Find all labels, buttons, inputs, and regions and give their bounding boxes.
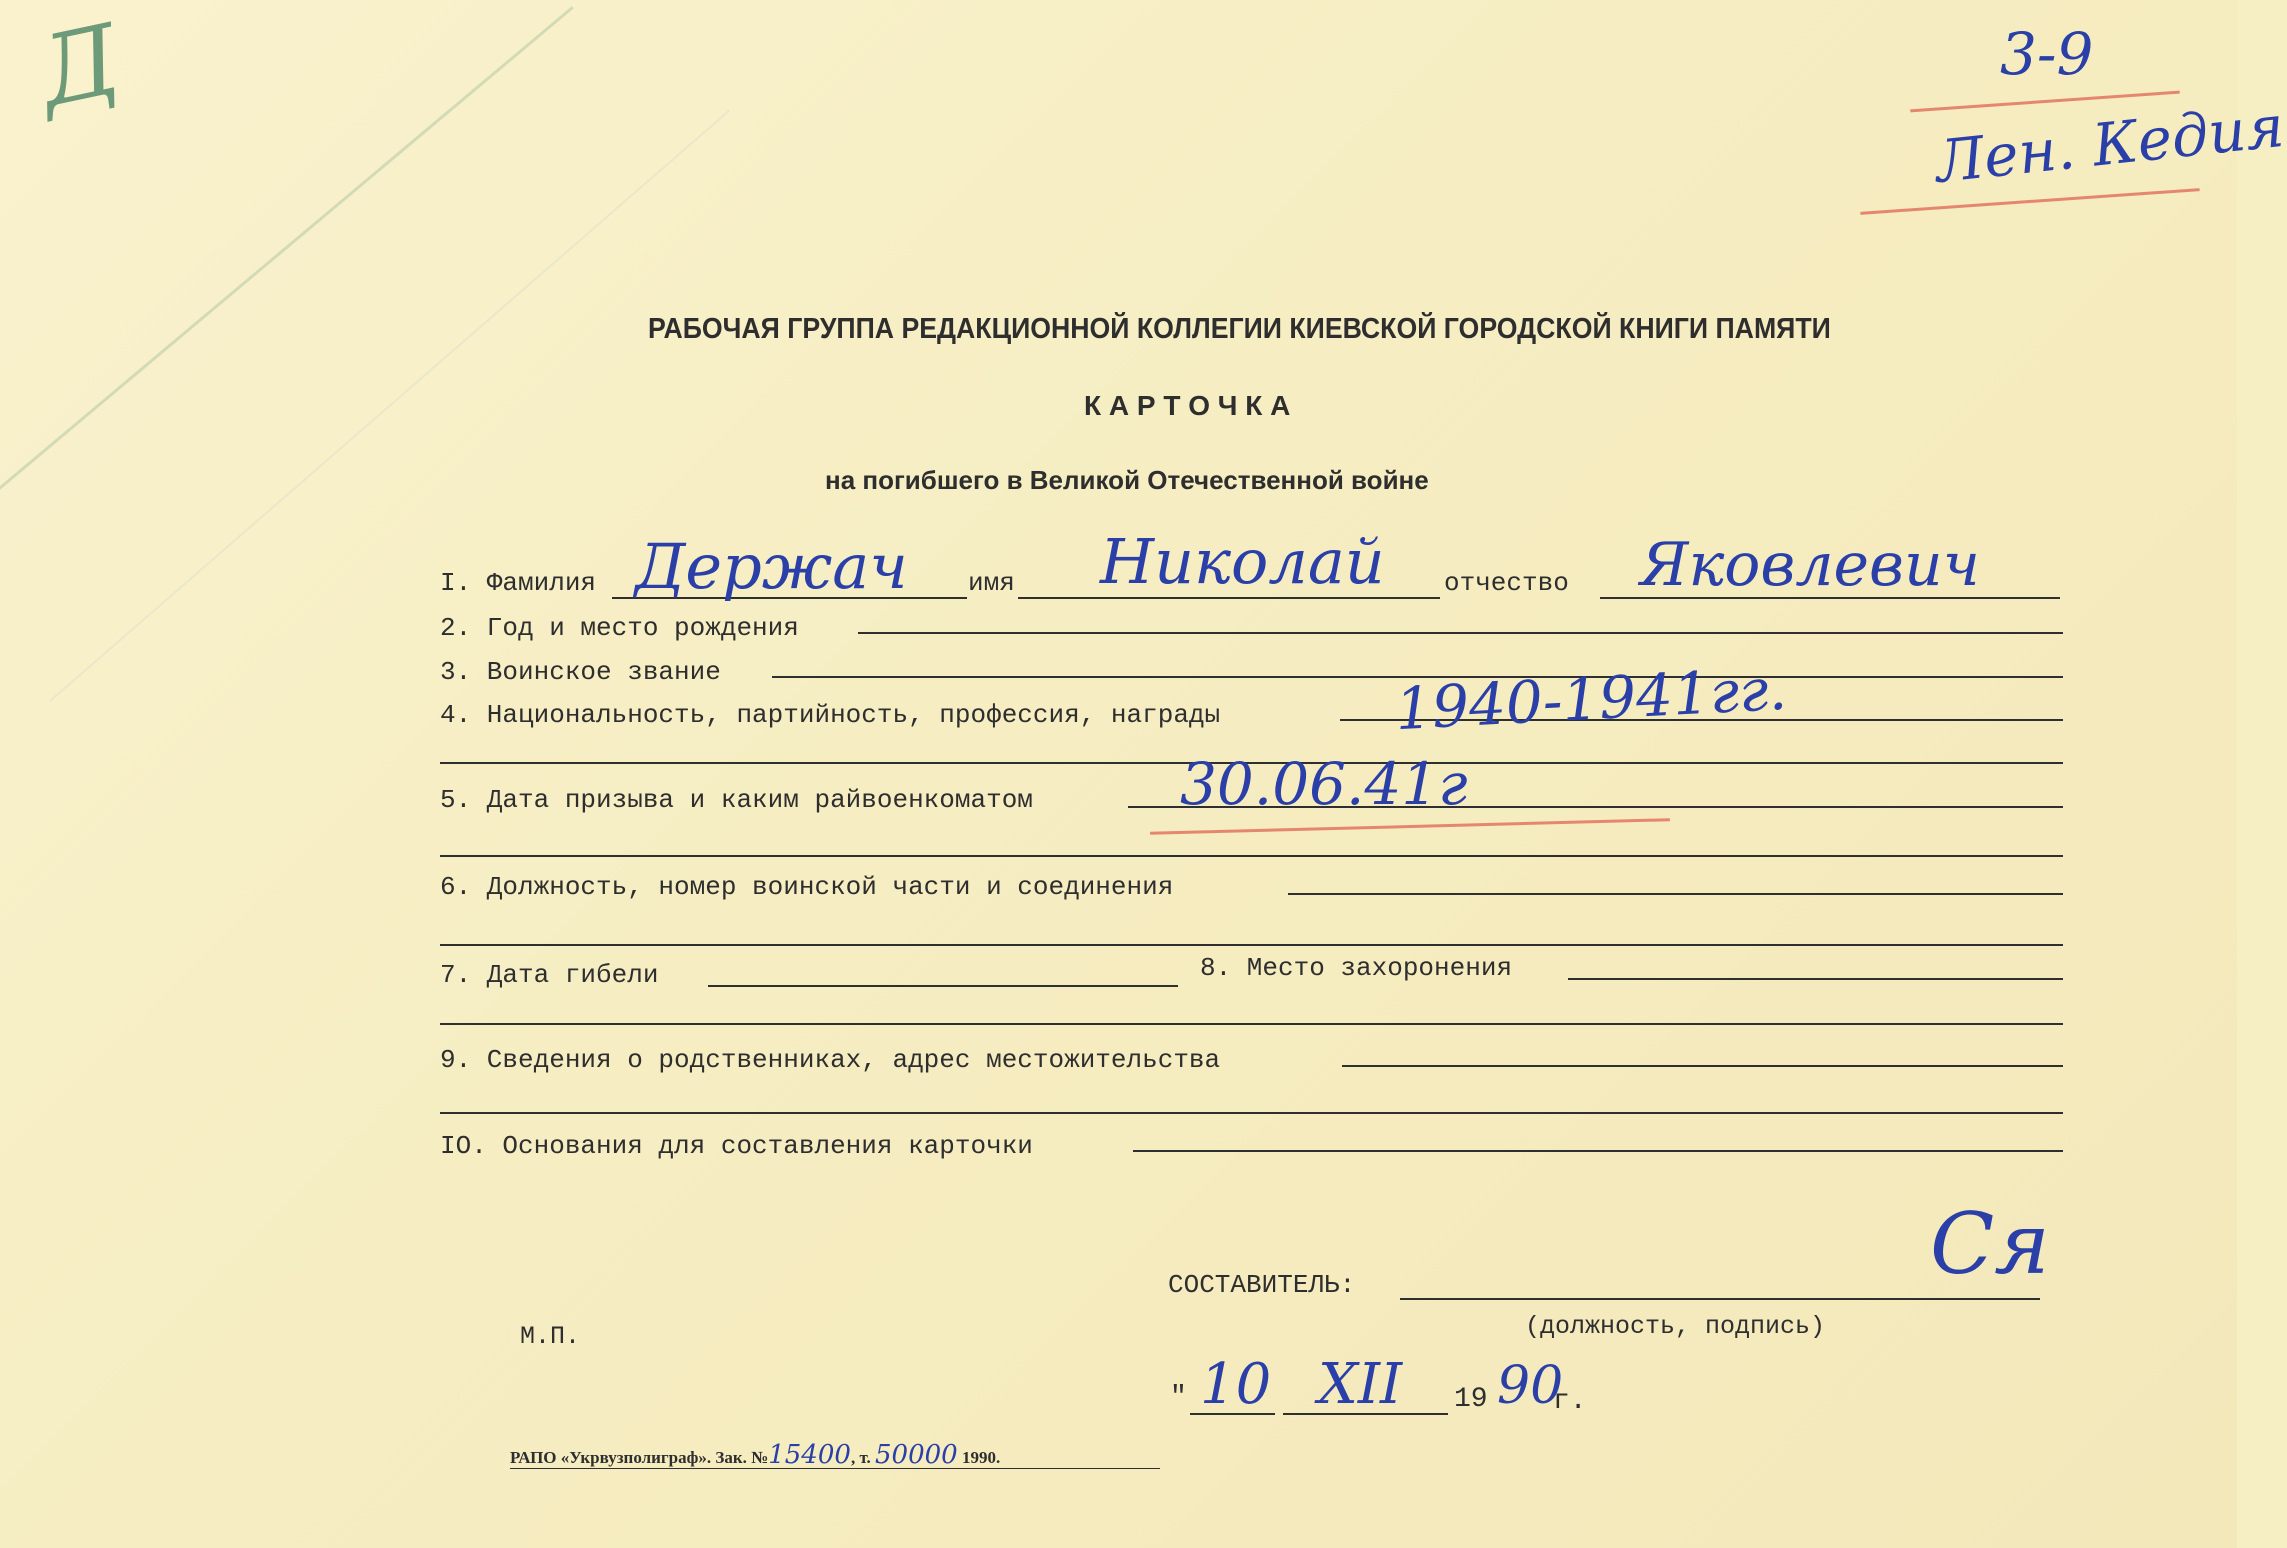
- field-position-line: [1288, 893, 2063, 895]
- field-position-label: 6. Должность, номер воинской части и соединения: [440, 872, 1174, 902]
- field-birth-label: 2. Год и место рождения: [440, 613, 799, 643]
- field-patronymic-label: отчество: [1444, 568, 1569, 598]
- card-subtitle: на погибшего в Великой Отечественной войне: [825, 465, 1429, 495]
- field-name-value: Николай: [1100, 525, 1385, 598]
- corner-mark-text: Лен. Кедия: [1932, 91, 2287, 197]
- compiler-signature: Ся: [1930, 1195, 2050, 1293]
- field-position-line-2: [440, 944, 2063, 946]
- field-relatives-line-2: [440, 1112, 2063, 1114]
- printer-tirage: 50000: [875, 1440, 958, 1470]
- field-nationality-label: 4. Национальность, партийность, профессия, награды: [440, 700, 1221, 730]
- printer-footer: [510, 1440, 1000, 1470]
- date-year-suffix: 90: [1497, 1356, 1564, 1416]
- field-conscription-line-2: [440, 855, 2063, 857]
- date-suffix: г.: [1553, 1386, 1587, 1417]
- field-surname-label: I. Фамилия: [440, 568, 597, 598]
- printer-tirage-label: , т.: [850, 1448, 871, 1467]
- org-heading: РАБОЧАЯ ГРУППА РЕДАКЦИОННОЙ КОЛЛЕГИИ КИЕВСКОЙ ГОРОДСКОЙ КНИГИ ПАМЯТИ: [648, 313, 1831, 345]
- field-relatives-line: [1342, 1065, 2063, 1067]
- card-title: К А Р Т О Ч К А: [1084, 390, 1291, 421]
- field-birth-line: [858, 632, 2063, 634]
- corner-mark-top-left: Д: [29, 3, 129, 129]
- corner-underline-2: [1860, 188, 2199, 215]
- conscription-red-underline: [1150, 818, 1670, 835]
- field-death-date-label: 7. Дата гибели: [440, 960, 659, 990]
- field-nationality-value: 1940-1941гг.: [1393, 654, 1789, 744]
- field-burial-label: 8. Место захоронения: [1200, 953, 1513, 983]
- field-basis-label: IO. Основания для составления карточки: [440, 1131, 1033, 1161]
- date-open-quote: ": [1170, 1382, 1187, 1413]
- printer-name: РАПО «Укрвузполиграф». Зак. №: [510, 1448, 769, 1467]
- footer-rule: [510, 1468, 1160, 1469]
- field-death-date-line: [708, 985, 1178, 987]
- field-relatives-label: 9. Сведения о родственниках, адрес местожительства: [440, 1045, 1221, 1075]
- field-name-label: имя: [968, 568, 1015, 598]
- date-day-value: 10: [1200, 1352, 1272, 1417]
- field-rank-label: 3. Воинское звание: [440, 657, 721, 687]
- field-conscription-label: 5. Дата призыва и каким райвоенкоматом: [440, 785, 1033, 815]
- position-signature-hint: (должность, подпись): [1525, 1312, 1826, 1341]
- printer-order-number: 15400: [768, 1440, 851, 1470]
- corner-mark-number: 3-9: [2000, 20, 2094, 88]
- date-month-value: XII: [1318, 1352, 1403, 1417]
- field-surname-value: Держач: [635, 530, 908, 603]
- stamp-label: М.П.: [520, 1322, 581, 1351]
- field-patronymic-value: Яковлевич: [1640, 530, 1980, 600]
- printer-year: 1990.: [961, 1448, 1001, 1467]
- compiler-line: [1400, 1298, 2040, 1300]
- field-burial-line: [1568, 978, 2063, 980]
- field-burial-line-2: [440, 1023, 2063, 1025]
- field-basis-line: [1133, 1150, 2063, 1152]
- field-conscription-value: 30.06.41г: [1180, 750, 1468, 818]
- date-year-prefix: 19: [1454, 1384, 1488, 1415]
- compiler-label: СОСТАВИТЕЛЬ:: [1168, 1270, 1356, 1300]
